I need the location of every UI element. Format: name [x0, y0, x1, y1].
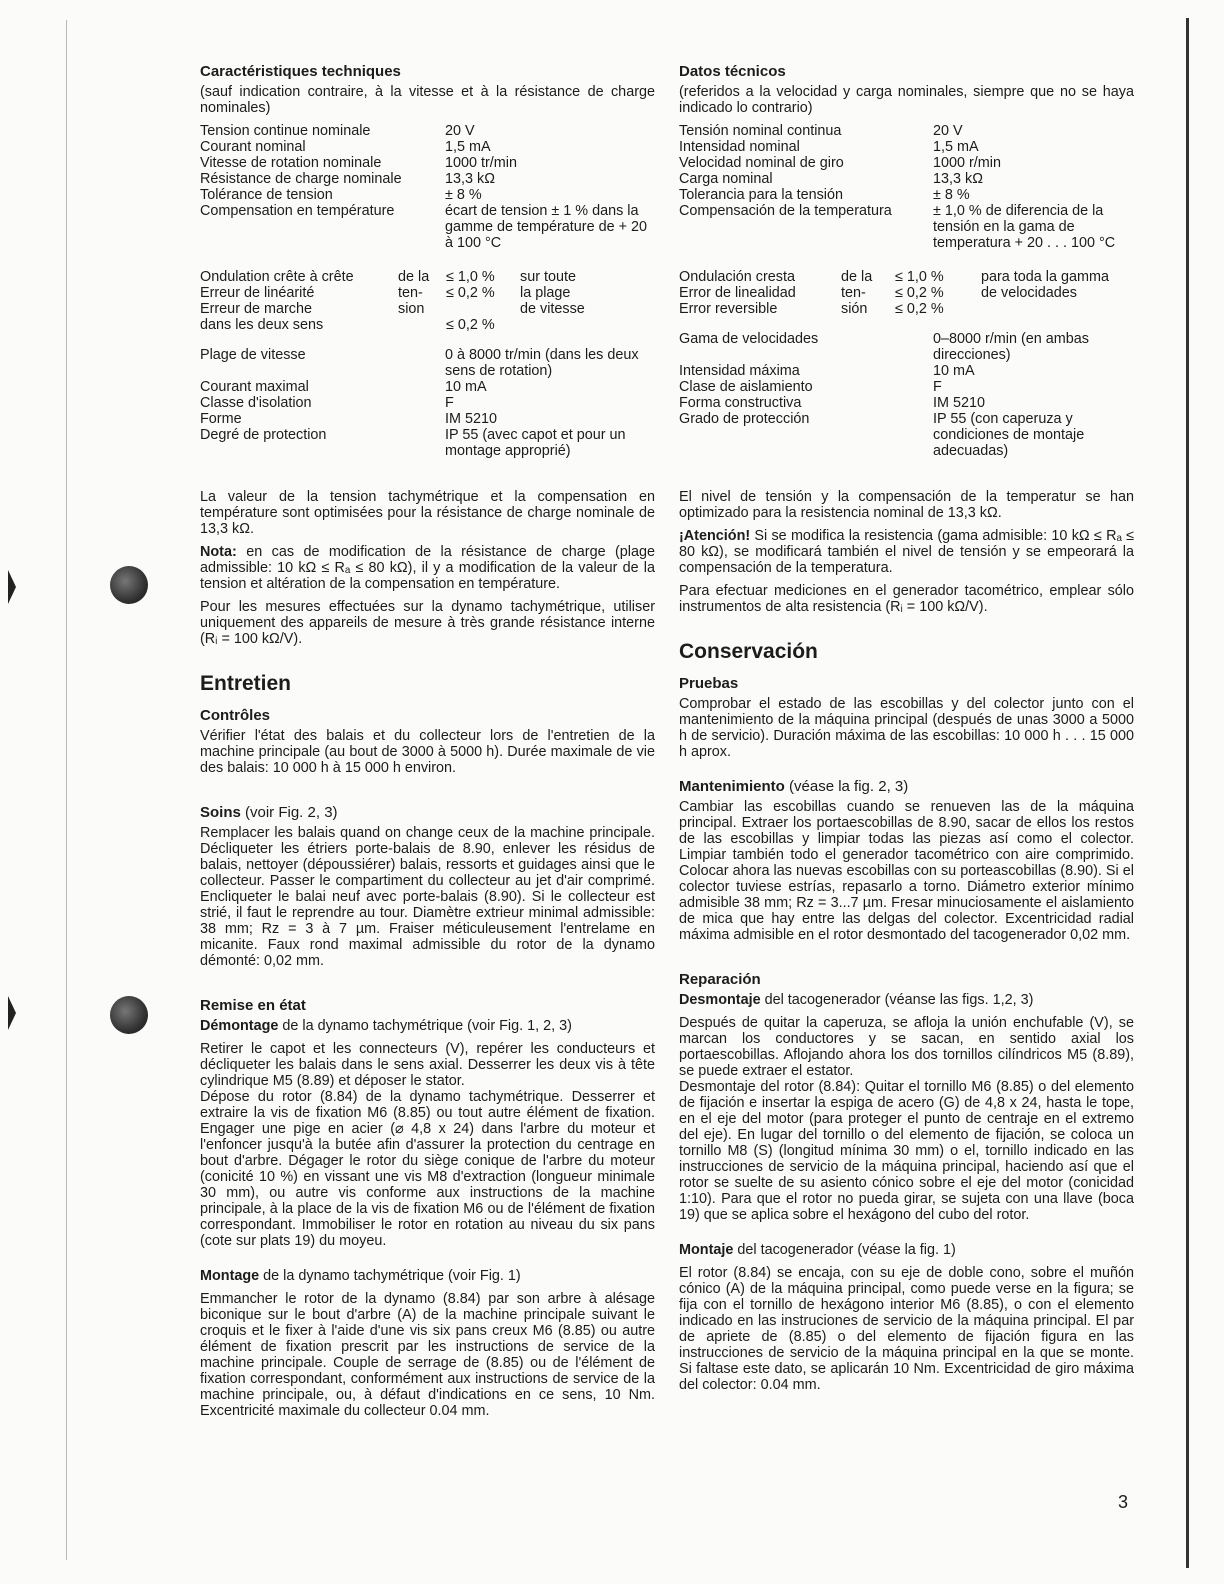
spec-label: Plage de vitesse: [200, 347, 306, 363]
assembly-ref: de la dynamo tachymétrique (voir Fig. 1): [259, 1268, 521, 1284]
spec-value: 0 à 8000 tr/min (dans les deux sens de rotation): [445, 347, 639, 379]
tolerance-labels: Ondulación cresta Error de linealidad Error reversible: [679, 269, 796, 317]
spec-value: 1,5 mA: [933, 139, 979, 155]
maintenance-title-es: Conservación: [679, 640, 818, 663]
care-text-es: Cambiar las escobillas cuando se renueven las de la máquina principal. Extraer los portaescobillas de 8.90, sacar de ellos los restos de las escobillas y limpiar todas las piezas así como el colector. Limpiar también todo el generador tacométrico con aire comprimido. Colocar ahora las nuevas escobillas con su porteascobillas (8.90). Si el colector tuviese estrías, repasarlo a torno. Diámetro exterior mínimo admisible 38 mm; Rz = 3...7 µm. Fresar minuciosamente el aislamiento de mica que hay entre las delgas del colector. Excentricidad radial máxima admisible en el rotor desmontado del tacogenerador 0,02 mm.: [679, 799, 1134, 943]
spec-label: Velocidad nominal de giro: [679, 155, 844, 171]
assembly-label: Montage: [200, 1268, 260, 1284]
care-text-fr: Remplacer les balais quand on change ceux de la machine principale. Décliqueter les étriers porte-balais de 8.90, enlever les résidus de balais, nettoyer (dépoussiérer) balais, ressorts et guidages ainsi que le collecteur. Passer le compartiment du collecteur au jet d'air comprimé. Encliqueter le balai neuf avec porte-balais (8.90). Si le collecteur est strié, il faut le reprendre au tour. Diamètre extrieur minimal admissible: 38 mm; Rz = 3 à 7 µm. Fraiser méticuleusement l'entrelame en micanite. Faux rond maximal admissible du rotor de la dynamo démonté: 0,02 mm.: [200, 825, 655, 969]
disassembly-ref: de la dynamo tachymétrique (voir Fig. 1, 2, 3): [278, 1018, 572, 1034]
french-column: [200, 64, 655, 1426]
spec-value: 1000 tr/min: [445, 155, 517, 171]
spec-label: Tensión nominal continua: [679, 123, 842, 139]
disassembly-heading-es: [679, 992, 1134, 1008]
punch-hole-lower: [110, 996, 148, 1034]
care-heading-fr: [200, 805, 655, 821]
spec-label: Forme: [200, 411, 242, 427]
spec-table-1-es: [679, 123, 1134, 251]
spec-label: Grado de protección: [679, 411, 810, 427]
spec-value: ± 1,0 % de diferencia de la tensión en la gama de temperatura + 20 . . . 100 °C: [933, 203, 1116, 251]
spec-value: 13,3 kΩ: [933, 171, 983, 187]
tech-note-fr: (sauf indication contraire, à la vitesse et à la résistance de charge nominales): [200, 84, 655, 116]
spec-value: 1,5 mA: [445, 139, 491, 155]
spec-label: Intensidad máxima: [679, 363, 800, 379]
tolerance-values: ≤ 1,0 % ≤ 0,2 % ≤ 0,2 %: [446, 269, 495, 333]
voltage-paragraph-es: El nivel de tensión y la compensación de la temperatur se han optimizado para la resistencia nominal de 13,3 kΩ.: [679, 489, 1134, 521]
tech-note-es: (referidos a la velocidad y carga nominales, siempre que no se haya indicado lo contrario): [679, 84, 1134, 116]
spec-value: 1000 r/min: [933, 155, 1001, 171]
spec-label: Courant maximal: [200, 379, 309, 395]
spec-label: Clase de aislamiento: [679, 379, 813, 395]
assembly-label: Montaje: [679, 1242, 734, 1258]
right-page-edge: [1186, 18, 1189, 1568]
spec-value: F: [445, 395, 454, 411]
tolerance-block-es: [679, 269, 1134, 317]
spec-label: Courant nominal: [200, 139, 306, 155]
spec-label: Carga nominal: [679, 171, 773, 187]
tolerance-group: de la ten- sión: [841, 269, 873, 317]
disassembly-text-1-fr: Retirer le capot et les connecteurs (V), repérer les conducteurs et décliqueter les balais dans le sens axial. Desserrer les deux vis à tête cylindrique M5 (8.89) et déposer le stator.: [200, 1041, 655, 1089]
spec-value: ± 8 %: [445, 187, 482, 203]
note-label: Nota:: [200, 544, 237, 560]
care-title: Soins: [200, 804, 241, 821]
disassembly-text-2-fr: Dépose du rotor (8.84) de la dynamo tachymétrique. Desserrer et extraire la vis de fixation M6 (8.85) ou tout autre élément de fixation. Engager une pige en acier (⌀ 4,8 x 24) dans l'arbre du moteur et l'enfoncer jusqu'à la butée afin d'assurer la protection du centrage en bout d'arbre. Dégager le rotor du siège conique de l'arbre du moteur (conicité 10 %) en vissant une vis M8 d'extraction (longueur minimale 30 mm), ou autre vis conforme aux instructions de la machine principale, à la place de la vis de fixation M6 ou de l'élément de fixation correspondant. Immobiliser le rotor en rotation au niveau du six pans (cote sur plats 19) du moyeu.: [200, 1089, 655, 1249]
note-text: en cas de modification de la résistance de charge (plage admissible: 10 kΩ ≤ Rₐ ≤ 80 kΩ), il y a modification de la valeur de la tension et altération de la compensation en température.: [200, 544, 655, 592]
disassembly-label: Desmontaje: [679, 992, 761, 1008]
spec-table-2-es: [679, 331, 1134, 459]
care-ref: (voir Fig. 2, 3): [240, 804, 338, 821]
assembly-text-fr: Emmancher le rotor de la dynamo (8.84) par son arbre à alésage biconique sur le bout d'arbre (A) de la machine principale suivant le croquis et le fixer à l'aide d'une vis six pans creux M6 (8.85) ou autre élément de fixation prescrit par les instructions de service de la machine principale. Couple de serrage de (8.85) ou de l'élément de fixation correspondant, conformément aux instructions de service de la machine principale, ou, à défaut d'indications en ce sens, 10 Nm. Excentricité maximale du collecteur 0.04 mm.: [200, 1291, 655, 1419]
controls-title-fr: Contrôles: [200, 707, 271, 724]
spanish-column: [679, 64, 1134, 1400]
punch-hole-upper: [110, 566, 148, 604]
spec-label: Compensación de la temperatura: [679, 203, 892, 219]
tech-title-es: Datos técnicos: [679, 63, 786, 80]
spec-value: 20 V: [933, 123, 963, 139]
spec-label: Tolérance de tension: [200, 187, 333, 203]
note-label: ¡Atención!: [679, 528, 751, 544]
disassembly-ref: del tacogenerador (véanse las figs. 1,2, 3): [760, 992, 1034, 1008]
disassembly-text-2-es: Desmontaje del rotor (8.84): Quitar el tornillo M6 (8.85) o del elemento de fijación e insertar la espiga de acero (G) de 4,8 x 24, hasta le tope, en el eje del motor (para proteger el punto de centraje en el extremo del eje). En lugar del tornillo o del elemento de fijación, se coloca un tornillo M8 (S) (longitud mínima 30 mm) o el, tornillo indicado en las instrucciones de servicio de la máquina principal, haciendo así que el rotor se suelte de su asiento cónico sobre el eje del motor (conicidad 1:10). Para que el rotor no pueda girar, se sujeta con una llave (boca 19) que se aplica sobre el hexágono del cubo del rotor.: [679, 1079, 1134, 1223]
spec-label: Classe d'isolation: [200, 395, 312, 411]
controls-title-es: Pruebas: [679, 675, 739, 692]
assembly-heading-es: [679, 1242, 1134, 1258]
note-text: Si se modifica la resistencia (gama admisible: 10 kΩ ≤ Rₐ ≤ 80 kΩ), se modificará también el nivel de tensión y se empeorará la compensación de la temperatura.: [679, 528, 1134, 576]
spec-value: F: [933, 379, 942, 395]
maintenance-title-fr: Entretien: [200, 672, 292, 695]
spec-value: IM 5210: [445, 411, 497, 427]
page-number: 3: [1118, 1492, 1129, 1512]
assembly-text-es: El rotor (8.84) se encaja, con su eje de doble cono, sobre el muñón cónico (A) de la máquina principal, como puede verse en la figura; se fija con el tornillo de hexágono interior M6 (8.85), o con el elemento indicado en las instruciones de servicio de la máquina principal. El par de apriete de (8.85) o del elemento de fijación figura en las instrucciones de servicio de la máquina principal en la que se monte. Si faltase este dato, se aplicarán 10 Nm. Excentricidad de giro máxima del colector: 0.04 mm.: [679, 1265, 1134, 1393]
measurement-paragraph-fr: Pour les mesures effectuées sur la dynamo tachymétrique, utiliser uniquement des appareils de mesure à très grande résistance interne (Rᵢ = 100 kΩ/V).: [200, 599, 655, 647]
spec-label: Degré de protection: [200, 427, 327, 443]
tolerance-values: ≤ 1,0 % ≤ 0,2 % ≤ 0,2 %: [895, 269, 944, 317]
controls-text-fr: Vérifier l'état des balais et du collecteur lors de l'entretien de la machine principale (au bout de 3000 à 5000 h). Durée maximale de vie des balais: 10 000 h à 15 000 h environ.: [200, 728, 655, 776]
binder-mark-upper: [8, 570, 16, 604]
spec-value: écart de tension ± 1 % dans la gamme de température de + 20 à 100 °C: [445, 203, 647, 251]
care-ref: (véase la fig. 2, 3): [784, 778, 909, 795]
spec-value: IP 55 (avec capot et pour un montage approprié): [445, 427, 626, 459]
care-heading-es: [679, 779, 1134, 795]
spec-value: IP 55 (con caperuza y condiciones de montaje adecuadas): [933, 411, 1085, 459]
spec-label: Vitesse de rotation nominale: [200, 155, 382, 171]
tolerance-group: de la ten- sion: [398, 269, 430, 317]
tolerance-range: sur toute la plage de vitesse: [520, 269, 585, 317]
spec-label: Tolerancia para la tensión: [679, 187, 843, 203]
assembly-ref: del tacogenerador (véase la fig. 1): [733, 1242, 956, 1258]
disassembly-text-1-es: Después de quitar la caperuza, se afloja la unión enchufable (V), se marcan los conductores y se sacan, en sentido axial los portaescobillas. Aflojando ahora los dos tornillos cilíndricos M5 (8.89), se puede extraer el estator.: [679, 1015, 1134, 1079]
spec-table-1-fr: [200, 123, 655, 251]
spec-value: 10 mA: [445, 379, 487, 395]
disassembly-label: Démontage: [200, 1018, 279, 1034]
voltage-paragraph-fr: La valeur de la tension tachymétrique et la compensation en température sont optimisées pour la résistance de charge nominale de 13,3 kΩ.: [200, 489, 655, 537]
assembly-heading-fr: [200, 1268, 655, 1284]
controls-text-es: Comprobar el estado de las escobillas y del colector junto con el mantenimiento de la máquina principal (después de unas 3000 a 5000 h de servicio). Duración máxima de las escobillas: 10 000 h . . . 15 000 h aprox.: [679, 696, 1134, 760]
measurement-paragraph-es: Para efectuar mediciones en el generador tacométrico, emplear sólo instrumentos de alta resistencia (Rᵢ = 100 kΩ/V).: [679, 583, 1134, 615]
spec-value: IM 5210: [933, 395, 985, 411]
spec-label: Compensation en température: [200, 203, 395, 219]
care-title: Mantenimiento: [679, 778, 785, 795]
tech-title-fr: Caractéristiques techniques: [200, 63, 401, 80]
repair-title-fr: Remise en état: [200, 997, 306, 1014]
spec-label: Gama de velocidades: [679, 331, 819, 347]
note-paragraph-fr: [200, 544, 655, 592]
spec-label: Tension continue nominale: [200, 123, 371, 139]
spec-value: ± 8 %: [933, 187, 970, 203]
spec-value: 13,3 kΩ: [445, 171, 495, 187]
left-margin-line: [66, 20, 67, 1560]
spec-table-2-fr: [200, 347, 655, 459]
disassembly-heading-fr: [200, 1018, 655, 1034]
repair-title-es: Reparación: [679, 971, 761, 988]
spec-label: Forma constructiva: [679, 395, 802, 411]
tolerance-range: para toda la gamma de velocidades: [981, 269, 1109, 301]
spec-value: 10 mA: [933, 363, 975, 379]
spec-value: 20 V: [445, 123, 475, 139]
spec-label: Résistance de charge nominale: [200, 171, 402, 187]
spec-value: 0–8000 r/min (en ambas direcciones): [933, 331, 1089, 363]
tolerance-block-fr: [200, 269, 655, 333]
note-paragraph-es: [679, 528, 1134, 576]
binder-mark-lower: [8, 996, 16, 1030]
spec-label: Intensidad nominal: [679, 139, 800, 155]
tolerance-labels: Ondulation crête à crête Erreur de linéarité Erreur de marche dans les deux sens: [200, 269, 354, 333]
